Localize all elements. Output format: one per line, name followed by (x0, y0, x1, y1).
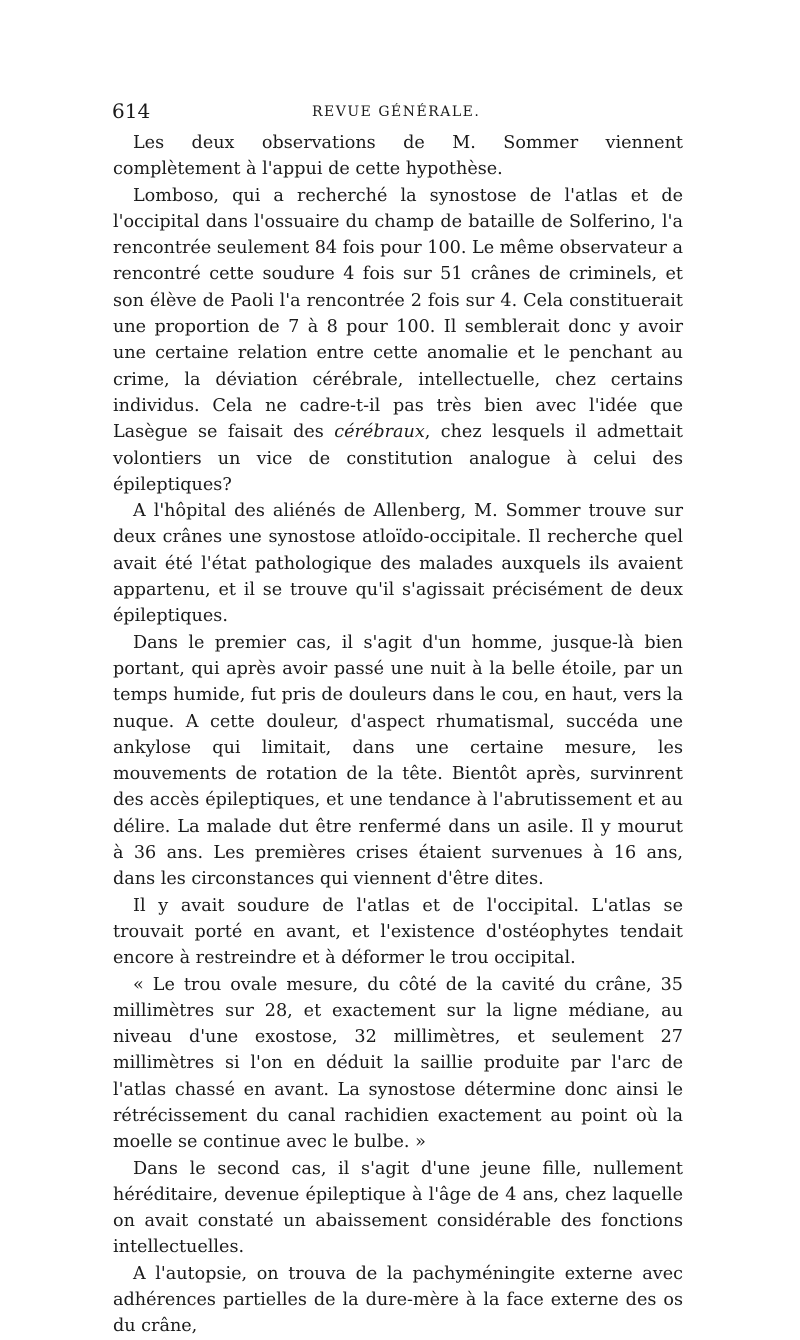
paragraph-4-text: Dans le premier cas, il s'agit d'un homme, jusque-là bien portant, qui après avoir passé une nuit à la belle étoile, par un temps humide, fut pris de douleurs dans le cou, en haut, vers la nuque. A cette douleur, d'aspect rhumatismal, succéda une ankylose qui limitait, dans une certaine mesure, les mouvements de rotation de la tête. Bientôt après, survinrent des accès épileptiques, et une tendance à l'abrutissement et au délire. La malade dut être renfermé dans un asile. Il y mourut à 36 ans. Les premières crises étaient survenues à 16 ans, dans les circonstances qui viennent d'être dites. (113, 632, 683, 890)
journal-title: REVUE GÉNÉRALE. (312, 104, 481, 120)
paragraph-6-text: « Le trou ovale mesure, du côté de la cavité du crâne, 35 millimètres sur 28, et exactement sur la ligne médiane, au niveau d'une exostose, 32 millimètres, et seulement 27 millimètres si l'on en déduit la saillie produite par l'arc de l'atlas chassé en avant. La synostose détermine donc ainsi le rétrécissement du canal rachidien exactement au point où la moelle se continue avec le bulbe. » (113, 974, 683, 1153)
paragraph-1-text: Les deux observations de M. Sommer viennent complètement à l'appui de cette hypothèse. (113, 133, 683, 180)
paragraph-4 (113, 630, 683, 893)
page-number: 614 (112, 99, 151, 123)
paragraph-2-text-after: , chez lesquels il admettait volontiers un vice de constitution analogue à celui des épileptiques? (113, 422, 683, 495)
paragraph-3 (113, 498, 683, 629)
paragraph-2-text-before: Lomboso, qui a recherché la synostose de l'atlas et de l'occipital dans l'ossuaire du champ de bataille de Solferino, l'a rencontrée seulement 84 fois pour 100. Le même observateur a rencontré cette soudure 4 fois sur 51 crânes de criminels, et son élève de Paoli l'a rencontrée 2 fois sur 4. Cela constituerait une proportion de 7 à 8 pour 100. Il semblerait donc y avoir une certaine relation entre cette anomalie et le penchant au crime, la déviation cérébrale, intellectuelle, chez certains individus. Cela ne cadre-t-il pas très bien avec l'idée que Lasègue se faisait des (113, 185, 683, 443)
paragraph-3-text: A l'hôpital des aliénés de Allenberg, M. Sommer trouve sur deux crânes une synostose atloïdo-occipitale. Il recherche quel avait été l'état pathologique des malades auxquels ils avaient appartenu, et il se trouve qu'il s'agissait précisément de deux épileptiques. (113, 501, 683, 627)
running-head (112, 96, 692, 126)
paragraph-7-text: Dans le second cas, il s'agit d'une jeune fille, nullement héréditaire, devenue épileptique à l'âge de 4 ans, chez laquelle on avait constaté un abaissement considérable des fonctions intellectuelles. (113, 1158, 683, 1258)
paragraph-5-text: Il y avait soudure de l'atlas et de l'occipital. L'atlas se trouvait porté en avant, et l'existence d'ostéophytes tendait encore à restreindre et à déformer le trou occipital. (113, 895, 683, 969)
paragraph-2-italic-term: cérébraux (334, 422, 425, 443)
body-text (113, 130, 683, 1340)
paragraph-7 (113, 1156, 683, 1261)
paragraph-8-text: A l'autopsie, on trouva de la pachyméningite externe avec adhérences partielles de la dure-mère à la face externe des os du crâne, (113, 1263, 683, 1337)
paragraph-2 (113, 183, 683, 499)
paragraph-5 (113, 893, 683, 972)
paragraph-1 (113, 130, 683, 183)
paragraph-8 (113, 1261, 683, 1340)
paragraph-6-quotation (113, 972, 683, 1156)
